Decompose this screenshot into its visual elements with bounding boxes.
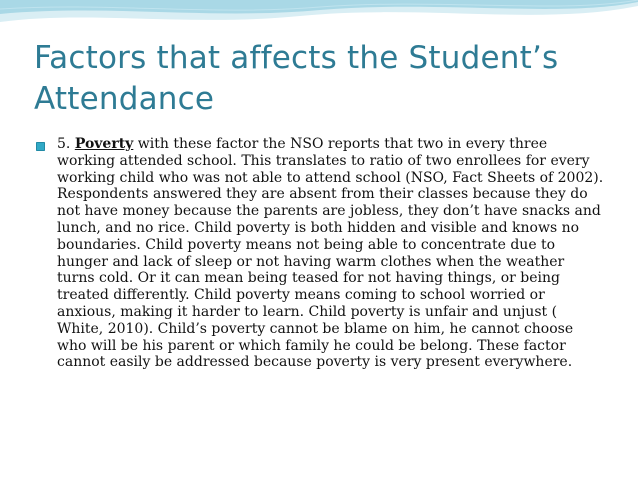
bullet-body: with these factor the NSO reports that two in every three working attended school. This translates to ratio of two enrollees for every working child who was not able to attend school (NSO, Fact Sheets of 2002). Respondents answered they are absent from their classes because they do not have money because the parents are jobless, they don’t have snacks and lunch, and no rice. Child poverty is both hidden and visible and knows no boundaries. Child poverty means not being able to concentrate due to hunger and lack of sleep or not having warm clothes when the weather turns cold. Or it can mean being teased for not having things, or being treated differently. Child poverty means coming to school worried or anxious, making it harder to learn. Child poverty is unfair and unjust ( White, 2010). Child’s poverty cannot be blame on him, he cannot choose who will be his parent or which family he could be belong. These factor cannot easily be addressed because poverty is very present everywhere. [57,136,604,371]
bullet-item [36,136,606,371]
bullet-number: 5. [57,136,71,152]
wave-header-decoration [0,0,638,40]
bullet-text [57,136,606,371]
square-bullet-icon [36,142,45,151]
slide-title: Factors that affects the Student’s Attendance [34,40,559,117]
bullet-keyword: Poverty [74,136,134,152]
